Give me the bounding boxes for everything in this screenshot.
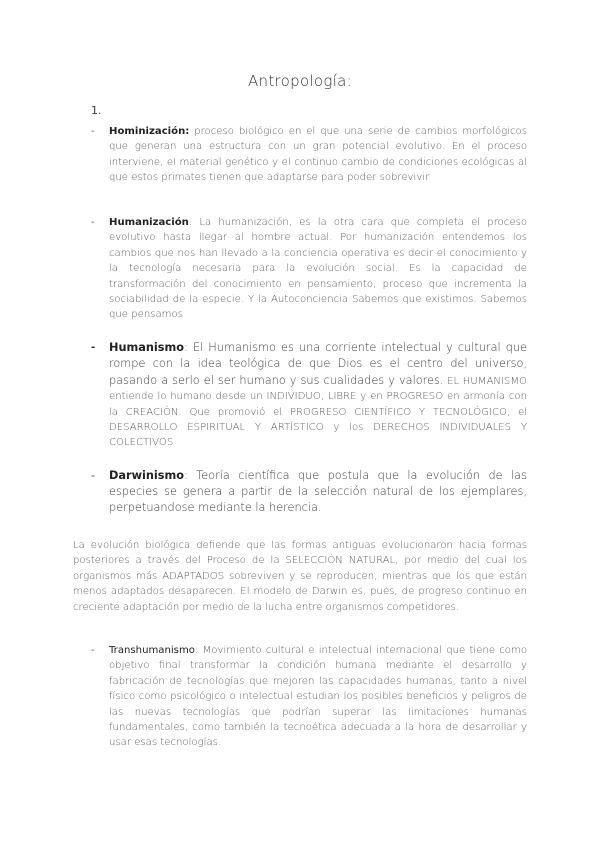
list-dash: - xyxy=(91,645,95,656)
list-dash: - xyxy=(91,342,96,353)
body-paragraph: La evolución biológica defiende que las formas antiguas evolucionaron hacia formas posteriores a través del Proceso de la SELECCIÓN NATURAL, por medio del cual los organismos más ADAPTADOS sobreviven y se reproducen, mientras que los que están menos adaptados desaparecen. El modelo de Darwin es, pues, de progreso continuo en creciente adaptación por medio de la lucha entre organismos competidores. xyxy=(73,540,527,613)
list-item-humanismo xyxy=(91,340,527,451)
item-paragraph xyxy=(109,215,527,323)
item-term: Transhumanismo xyxy=(109,645,195,656)
list-item-hominizacion xyxy=(91,124,527,186)
item-text-large: : El Humanismo es una corriente intelectual y cultural que rompe con la idea teológica de que Dios es el centro del universo, pasando a serlo el ser humano y sus cualidades y valores. xyxy=(109,341,527,387)
item-term: Hominización: xyxy=(109,126,190,137)
item-term: Humanismo xyxy=(109,341,185,354)
page-title: Antropología: xyxy=(247,72,353,90)
item-text-large: : Teoría científica que postula que la evolución de las especies se genera a partir de la selección natural de los ejemplares, perpetuandose mediante la herencia. xyxy=(109,469,527,514)
item-paragraph xyxy=(109,643,527,751)
list-dash: - xyxy=(91,217,95,228)
list-dash: - xyxy=(91,469,96,482)
list-dash: - xyxy=(91,126,95,137)
item-term: Humanización xyxy=(109,217,189,228)
list-item-humanizacion xyxy=(91,215,527,323)
list-number: 1. xyxy=(91,104,102,117)
item-paragraph xyxy=(109,468,527,515)
item-term: Darwinismo xyxy=(109,469,185,482)
item-paragraph xyxy=(109,340,527,451)
list-item-darwinismo xyxy=(91,468,527,515)
item-text: EL HUMANISMO entiende lo humano desde un INDIVIDUO, LIBRE y en PROGRESO en armonía con la CREACIÓN. Que promovió el PROGRESO CIENTÍFICO Y TECNOLÓGICO, el DESARROLLO ESPIRITUAL Y ARTÍSTICO y los DERECHOS INDIVIDUALES Y COLECTIVOS xyxy=(109,375,527,449)
item-text: : Movimiento cultural e intelectual internacional que tiene como objetivo final transformar la condición humana mediante el desarrollo y fabricación de tecnologías que mejoren las capacidades humanas, tanto a nivel físico como psicológico o intelectual estudian los posibles beneficios y peligros de las nuevas tecnologías que podrían superar las limitaciones humanas fundamentales, como también la tecnoética adecuada a la hora de desarrollar y usar esas tecnologías. xyxy=(109,645,527,749)
item-text: : La humanización, es la otra cara que completa el proceso evolutivo hasta llegar al hombre actual. Por humanización entendemos los cambios que nos han llevado a la conciencia operativa es decir el conocimiento y la tecnología necesaria para la evolución social. Es la capacidad de transformación del conocimiento en pensamiento, proceso que incrementa la sociabilidad de la especie. Y la Autoconciencia Sabemos que existimos. Sabemos que pensamos xyxy=(109,217,527,321)
item-text: proceso biológico en el que una serie de cambios morfológicos que generan una estructura con un gran potencial evolutivo. En el proceso interviene, el material genético y el continuo cambio de condiciones ecológicas al que estos primates tienen que adaptarse para poder sobrevivir xyxy=(109,126,527,184)
list-item-transhumanismo xyxy=(91,643,527,751)
item-paragraph xyxy=(109,124,527,186)
